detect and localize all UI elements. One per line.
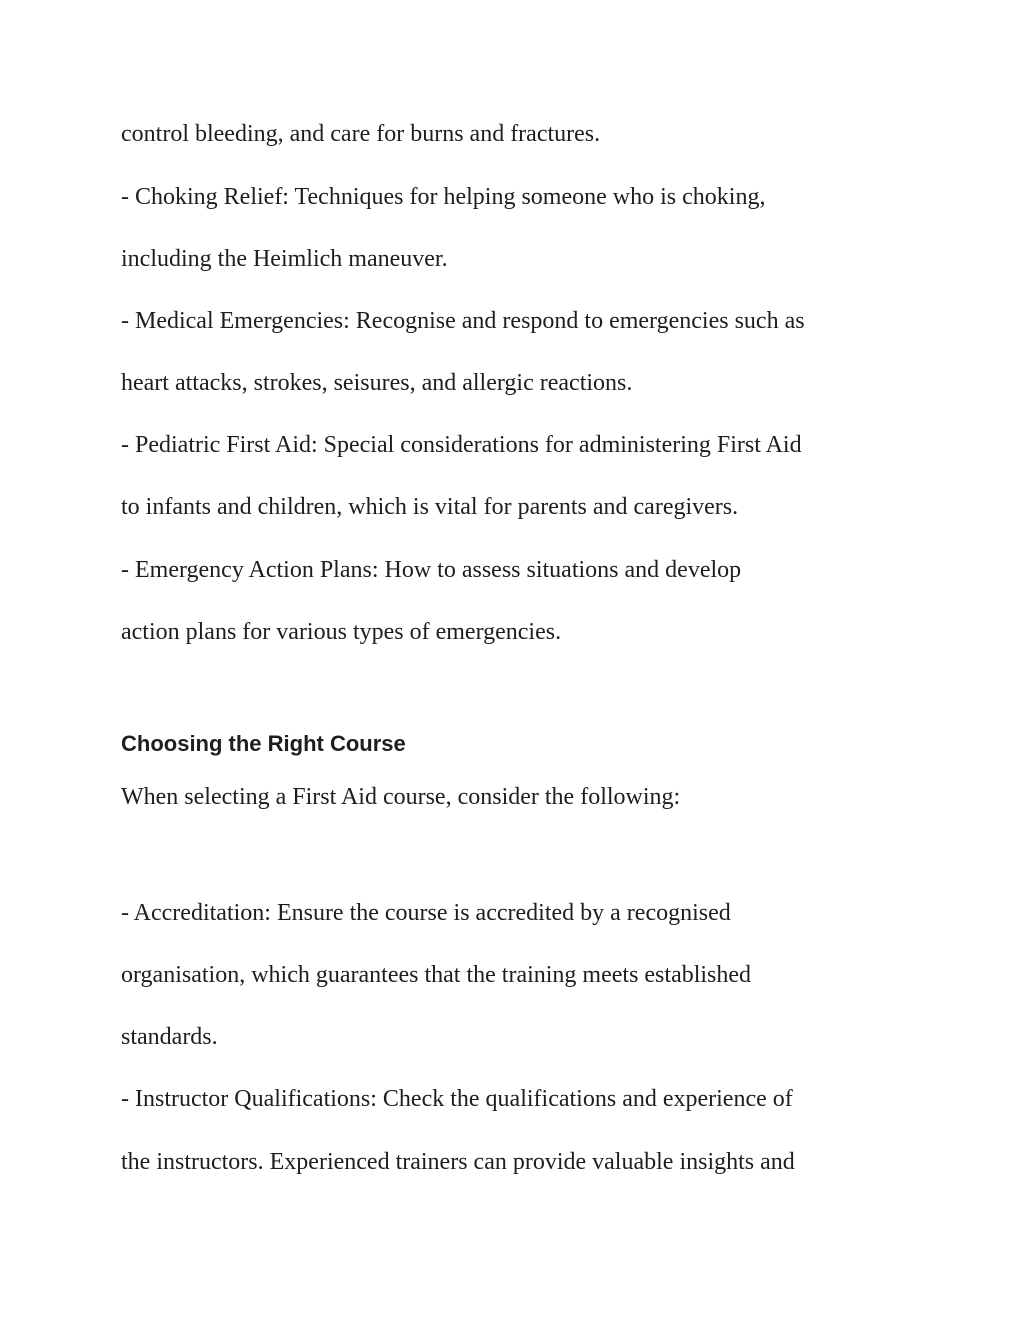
list-item-medical-emergencies: - Medical Emergencies: Recognise and respond to emergencies such as	[121, 308, 805, 334]
body-text-line: control bleeding, and care for burns and fractures.	[121, 121, 601, 147]
body-text-line: the instructors. Experienced trainers can provide valuable insights and	[121, 1149, 795, 1175]
list-item-pediatric-first-aid: - Pediatric First Aid: Special considerations for administering First Aid	[121, 432, 802, 458]
intro-paragraph: When selecting a First Aid course, consider the following:	[121, 784, 681, 810]
body-text-line: heart attacks, strokes, seisures, and allergic reactions.	[121, 370, 633, 396]
list-item-instructor-qualifications: - Instructor Qualifications: Check the qualifications and experience of	[121, 1086, 793, 1112]
list-item-choking-relief: - Choking Relief: Techniques for helping someone who is choking,	[121, 184, 766, 210]
list-item-accreditation: - Accreditation: Ensure the course is accredited by a recognised	[121, 900, 731, 926]
body-text-line: organisation, which guarantees that the training meets established	[121, 962, 752, 988]
body-text-line: to infants and children, which is vital for parents and caregivers.	[121, 494, 739, 520]
list-item-emergency-action-plans: - Emergency Action Plans: How to assess situations and develop	[121, 557, 742, 583]
body-text-line: including the Heimlich maneuver.	[121, 246, 448, 272]
body-text-line: action plans for various types of emergencies.	[121, 619, 562, 645]
body-text-line: standards.	[121, 1024, 218, 1050]
section-heading: Choosing the Right Course	[121, 731, 406, 756]
